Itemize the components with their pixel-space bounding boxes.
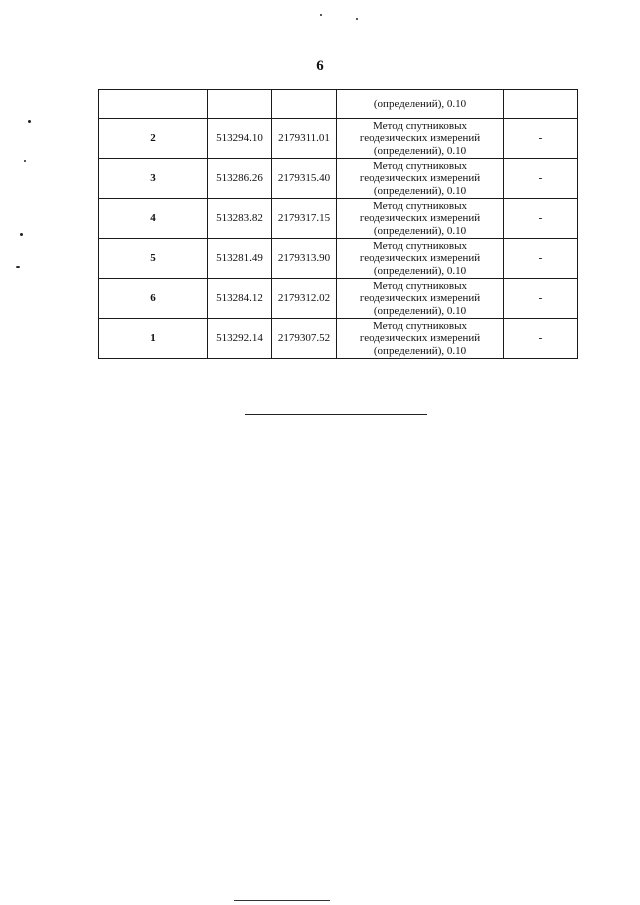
method-line: геодезических измерений [359,212,481,225]
scan-speck [320,14,322,16]
scan-speck [20,233,23,236]
coordinates-table-body [99,90,578,359]
table-row [99,279,578,319]
cell-point-number: 1 [99,319,208,359]
method-line: Метод спутниковых [373,279,467,292]
cell-y-coordinate: 2179312.02 [272,279,337,319]
cell-extra: - [504,159,578,199]
cell-extra [504,90,578,119]
method-line: (определений), 0.10 [373,98,467,111]
cell-method [337,319,504,359]
cell-extra: - [504,119,578,159]
method-line: (определений), 0.10 [373,144,467,157]
cell-y-coordinate [272,90,337,119]
method-line: геодезических измерений [359,332,481,345]
method-line: (определений), 0.10 [373,304,467,317]
cell-point-number: 6 [99,279,208,319]
method-line: геодезических измерений [359,132,481,145]
cell-method [337,90,504,119]
section-divider [245,414,427,415]
cell-extra: - [504,199,578,239]
scan-speck [24,160,26,162]
cell-x-coordinate: 513294.10 [208,119,272,159]
table-row [99,119,578,159]
bottom-rule [234,900,330,901]
cell-method [337,119,504,159]
cell-x-coordinate: 513283.82 [208,199,272,239]
method-line: Метод спутниковых [373,239,467,252]
cell-x-coordinate: 513284.12 [208,279,272,319]
table-row-continued [99,90,578,119]
cell-point-number: 2 [99,119,208,159]
cell-y-coordinate: 2179315.40 [272,159,337,199]
cell-point-number [99,90,208,119]
cell-method [337,279,504,319]
table-row [99,159,578,199]
scan-speck [16,266,20,268]
table-row [99,239,578,279]
cell-y-coordinate: 2179307.52 [272,319,337,359]
cell-point-number: 5 [99,239,208,279]
scan-speck [356,18,358,20]
method-line: (определений), 0.10 [373,264,467,277]
cell-point-number: 3 [99,159,208,199]
cell-x-coordinate: 513292.14 [208,319,272,359]
method-line: геодезических измерений [359,252,481,265]
cell-method [337,159,504,199]
cell-extra: - [504,319,578,359]
method-line: геодезических измерений [359,292,481,305]
cell-extra: - [504,279,578,319]
method-line: Метод спутниковых [373,159,467,172]
cell-y-coordinate: 2179313.90 [272,239,337,279]
method-line: (определений), 0.10 [373,184,467,197]
cell-method [337,199,504,239]
method-line: геодезических измерений [359,172,481,185]
method-line: (определений), 0.10 [373,224,467,237]
coordinates-table [98,89,578,359]
method-line: Метод спутниковых [373,199,467,212]
cell-x-coordinate [208,90,272,119]
cell-x-coordinate: 513281.49 [208,239,272,279]
cell-method [337,239,504,279]
cell-point-number: 4 [99,199,208,239]
method-line: Метод спутниковых [373,319,467,332]
method-line: (определений), 0.10 [373,344,467,357]
cell-x-coordinate: 513286.26 [208,159,272,199]
page-number: 6 [316,58,324,74]
cell-y-coordinate: 2179317.15 [272,199,337,239]
cell-extra: - [504,239,578,279]
scan-speck [28,120,31,123]
table-row [99,319,578,359]
method-line: Метод спутниковых [373,119,467,132]
cell-y-coordinate: 2179311.01 [272,119,337,159]
table-row [99,199,578,239]
